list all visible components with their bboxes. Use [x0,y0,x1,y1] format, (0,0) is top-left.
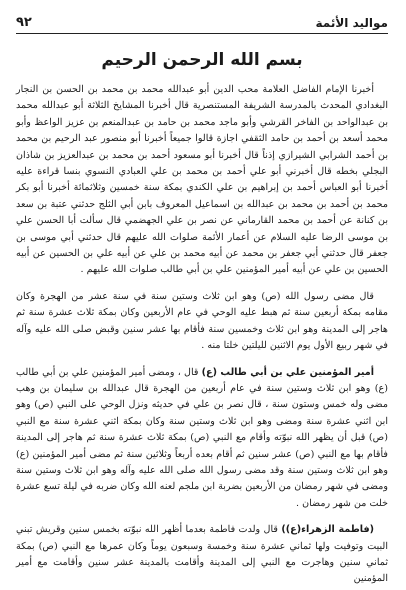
page-number: ٩٢ [16,15,32,30]
header-title: مواليد الأئمة [315,16,388,30]
basmala-heading: بسم الله الرحمن الرحيم [101,50,303,70]
running-header [16,0,388,34]
paragraph-fatima-body: قال ولدت فاطمة بعدما أظهر الله نبوّته بخمس سنين وقريش تبني البيت وتوفيت ولها ثماني عشرة سنة وخمسة وسبعون يوماً وكان عمرها مع النبي (ص) بمكة ثماني سنين وهاجرت مع النبي إلى المدينة وأقامت بالمدينة عشر سنين وأقامت مع أمير المؤمنين [16,524,388,585]
section-heading-fatima: (فاطمة الزهراء(ع)) [281,524,374,536]
paragraph-fatima [16,522,388,588]
paragraph-amir-al-muminin [16,365,388,513]
section-heading-ali: أمير المؤمنين علي بن أبي طالب (ع) [201,366,375,378]
paragraph-ali-body: قال ، ومضى أمير المؤمنين علي بن أبي طالب (ع) وهو ابن ثلاث وستين سنة في عام أربعين من الهجرة قال عبدالله بن سليمان بن وهب مضى وله خمس وستون سنة ، قال نصر بن علي في حديثه ونزل الوحي على النبي (ص) وهو ابن اثني عشرة سنة ومضى وهو ابن ثلاث وستين سنة وكان بمكة اثني عشرة سنة مع النبي (ص) قبل أن يظهر الله نبوّته وأقام مع النبي (ص) بمكة ثلاث عشرة سنة ثم هاجر إلى المدينة فأقام بها مع النبي (ص) عشر سنين ثم أقام بعده أربعاً وثلاثين سنة ثم مضى أمير المؤمنين (ع) وهو ابن ثلاث وستين سنة وقد مضى رسول الله صلى الله عليه وآله وهو ابن ثلاث وستين سنة ومضى في شهر رمضان من الأربعين بضربة ابن ملجم لعنه الله وكان ضربه في ليلة تسع عشرة خلت من شهر رمضان . [16,366,388,509]
paragraph-prophet: قال مضى رسول الله (ص) وهو ابن ثلاث وستين سنة في سنة عشر من الهجرة وكان مقامه بمكة أربعين سنة ثم هبط عليه الوحي في عام الأربعين وكان بمكة ثلاث عشرة سنة ثم هاجر إلى المدينة وهو ابن ثلاث وخمسين سنة فأقام بها عشر سنين وقبض صلى الله عليه وآله في شهر ربيع الأول يوم الاثنين لليلتين خلتا منه . [16,290,388,352]
paragraph-isnad: أخبرنا الإمام الفاضل العلامة محب الدين أبو عبدالله محمد بن محمد بن الحسن بن النجار البغدادي المحدث بالمدرسة الشريفة المستنصرية قال أخبرنا المشايخ الثلاثة أبو عبدالله محمد بن عبدالواحد بن الفاخر القرشي وأبو ماجد محمد بن حامد بن عبدالمنعم بن عزيز الواعظ وأبو محمد أسعد بن أحمد بن حامد الثقفي اجازة قالوا جميعاً أخبرنا أبو منصور عبد الرحيم بن محمد بن أحمد الشرابي الشيرازي إذناً قال أخبرنا أبو مسعود أحمد بن محمد بن عبدالعزيز بن شاذان البجلي بخطه قال أخبرني أبو علي أحمد بن محمد بن علي العبادي النسوي بنسا قراءة عليه أخبرنا أبو العباس أحمد بن إبراهيم بن علي الكندي بمكة سنة خمسين وثلاثمائة أخبرنا أبو بكر محمد بن أحمد بن محمد بن عبدالله بن اسماعيل المعروف بابن أبي الثلج حدثني عتبة بن سعد بن كنانة عن أحمد بن محمد القارماني عن نصر بن علي الجهضمي قال سألت أبا الحسن علي بن موسى الرضا عليه السلام عن أعمار الأئمة صلوات الله عليهم قال حدثني أبي موسى بن جعفر قال حدثني أبي جعفر بن محمد عن أبيه محمد بن علي عن أبيه علي بن الحسين عن أبيه الحسين بن علي عن أبيه أمير المؤمنين علي بن أبي طالب صلوات الله عليهم . [16,84,388,276]
